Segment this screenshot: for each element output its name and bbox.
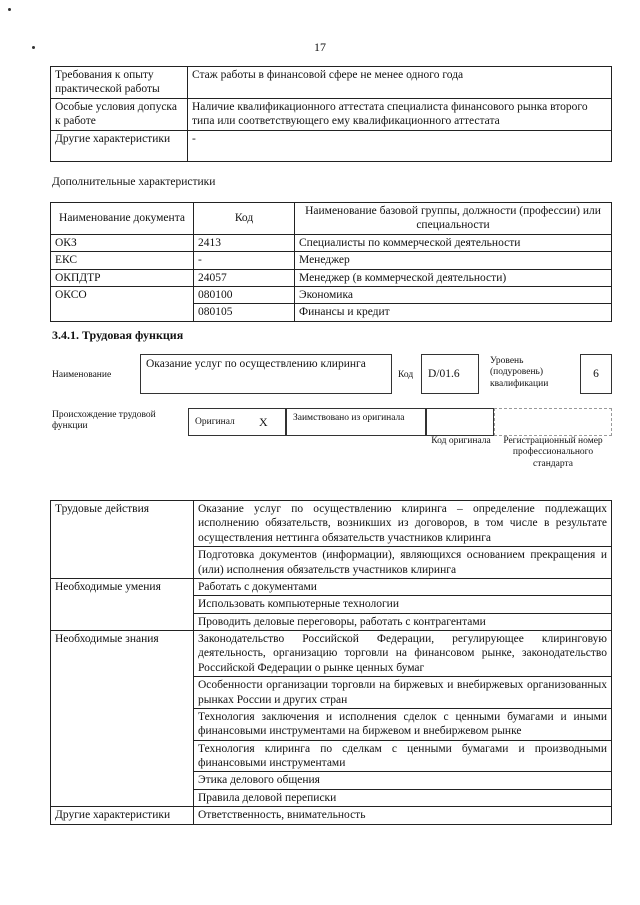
table-header xyxy=(51,203,612,235)
row-label: Другие характеристики xyxy=(51,130,188,161)
level-value: 6 xyxy=(593,368,599,380)
row-label: Другие характеристики xyxy=(51,807,194,824)
table-row xyxy=(51,252,612,269)
name-label: Наименование xyxy=(52,370,112,380)
borrowed-label: Заимствовано из оригинала xyxy=(293,413,405,423)
cell: Финансы и кредит xyxy=(295,304,612,321)
list-item: Этика делового общения xyxy=(194,772,612,789)
list-item: Технология заключения и исполнения сделок с ценными бумагами и иными финансовыми инструментами на биржевом и внебиржевом рынке xyxy=(194,708,612,740)
row-label: Необходимые знания xyxy=(51,631,194,807)
level-box xyxy=(580,354,612,394)
table-row xyxy=(51,234,612,251)
additional-title: Дополнительные характеристики xyxy=(52,176,216,188)
table-row xyxy=(51,286,612,303)
table-row xyxy=(51,501,612,547)
table-row xyxy=(51,98,612,130)
scan-dot xyxy=(32,46,35,49)
list-item: Правила деловой переписки xyxy=(194,789,612,806)
function-details-table xyxy=(50,500,612,825)
table-row xyxy=(51,130,612,161)
table-row xyxy=(51,269,612,286)
reg-number-box xyxy=(494,408,612,436)
list-item: Законодательство Российской Федерации, регулирующее клиринговую деятельность, организацию торговли на финансовом рынке, законодательство Российской Федерации о рынке ценных бумаг xyxy=(194,631,612,677)
table-row xyxy=(51,578,612,595)
section-title: 3.4.1. Трудовая функция xyxy=(52,328,184,342)
list-item: Особенности организации торговли на биржевых и внебиржевых организованных рынках России и других стран xyxy=(194,677,612,709)
cell: Экономика xyxy=(295,286,612,303)
cell: - xyxy=(194,252,295,269)
table-row xyxy=(51,807,612,824)
cell: Менеджер xyxy=(295,252,612,269)
row-label: Требования к опыту практической работы xyxy=(51,67,188,99)
code-label: Код xyxy=(398,370,414,380)
cell: ОКЗ xyxy=(51,234,194,251)
origin-label: Происхождение трудовой функции xyxy=(52,410,156,432)
row-value: - xyxy=(188,130,612,161)
table-row xyxy=(51,67,612,99)
code-original-box xyxy=(426,408,494,436)
original-label: Оригинал xyxy=(195,417,235,427)
cell: ОКПДТР xyxy=(51,269,194,286)
cell: ОКСО xyxy=(51,286,194,321)
header-document: Наименование документа xyxy=(51,203,194,235)
code-value: D/01.6 xyxy=(428,368,460,380)
additional-table xyxy=(50,202,612,322)
borrowed-box xyxy=(286,408,426,436)
code-original-label: Код оригинала xyxy=(431,436,491,446)
cell: 080105 xyxy=(194,304,295,321)
header-code: Код xyxy=(194,203,295,235)
code-box xyxy=(421,354,479,394)
list-item: Работать с документами xyxy=(194,578,612,595)
cell: 24057 xyxy=(194,269,295,286)
cell: 080100 xyxy=(194,286,295,303)
header-group: Наименование базовой группы, должности (профессии) или специальности xyxy=(295,203,612,235)
row-label: Необходимые умения xyxy=(51,578,194,630)
list-item: Оказание услуг по осуществлению клиринга – определение подлежащих исполнению обязательств, возникших из договоров, в том числе в результате осуществления неттинга обязательств участников клиринга xyxy=(194,501,612,547)
cell: Специалисты по коммерческой деятельности xyxy=(295,234,612,251)
reg-number-label: Регистрационный номер профессионального стандарта xyxy=(503,436,603,469)
page-number: 17 xyxy=(314,40,326,54)
list-item: Технология клиринга по сделкам с ценными бумагами и производными финансовыми инструментами xyxy=(194,740,612,772)
row-value: Стаж работы в финансовой сфере не менее одного года xyxy=(188,67,612,99)
level-label: Уровень (подуровень) квалификации xyxy=(490,356,549,389)
scan-dot xyxy=(8,8,11,11)
list-item: Ответственность, внимательность xyxy=(194,807,612,824)
row-value: Наличие квалификационного аттестата специалиста финансового рынка второго типа или соответствующего ему квалификационного аттестата xyxy=(188,98,612,130)
cell: Менеджер (в коммерческой деятельности) xyxy=(295,269,612,286)
original-mark: X xyxy=(259,415,268,429)
cell: 2413 xyxy=(194,234,295,251)
function-name: Оказание услуг по осуществлению клиринга xyxy=(146,358,366,370)
list-item: Подготовка документов (информации), являющихся основанием прекращения и (или) исполнения обязательств участников клиринга xyxy=(194,547,612,579)
original-box xyxy=(188,408,286,436)
cell: ЕКС xyxy=(51,252,194,269)
row-label: Особые условия допуска к работе xyxy=(51,98,188,130)
function-name-box xyxy=(140,354,392,394)
requirements-table xyxy=(50,66,612,162)
table-row xyxy=(51,631,612,677)
row-label: Трудовые действия xyxy=(51,501,194,579)
list-item: Проводить деловые переговоры, работать с контрагентами xyxy=(194,613,612,630)
list-item: Использовать компьютерные технологии xyxy=(194,596,612,613)
